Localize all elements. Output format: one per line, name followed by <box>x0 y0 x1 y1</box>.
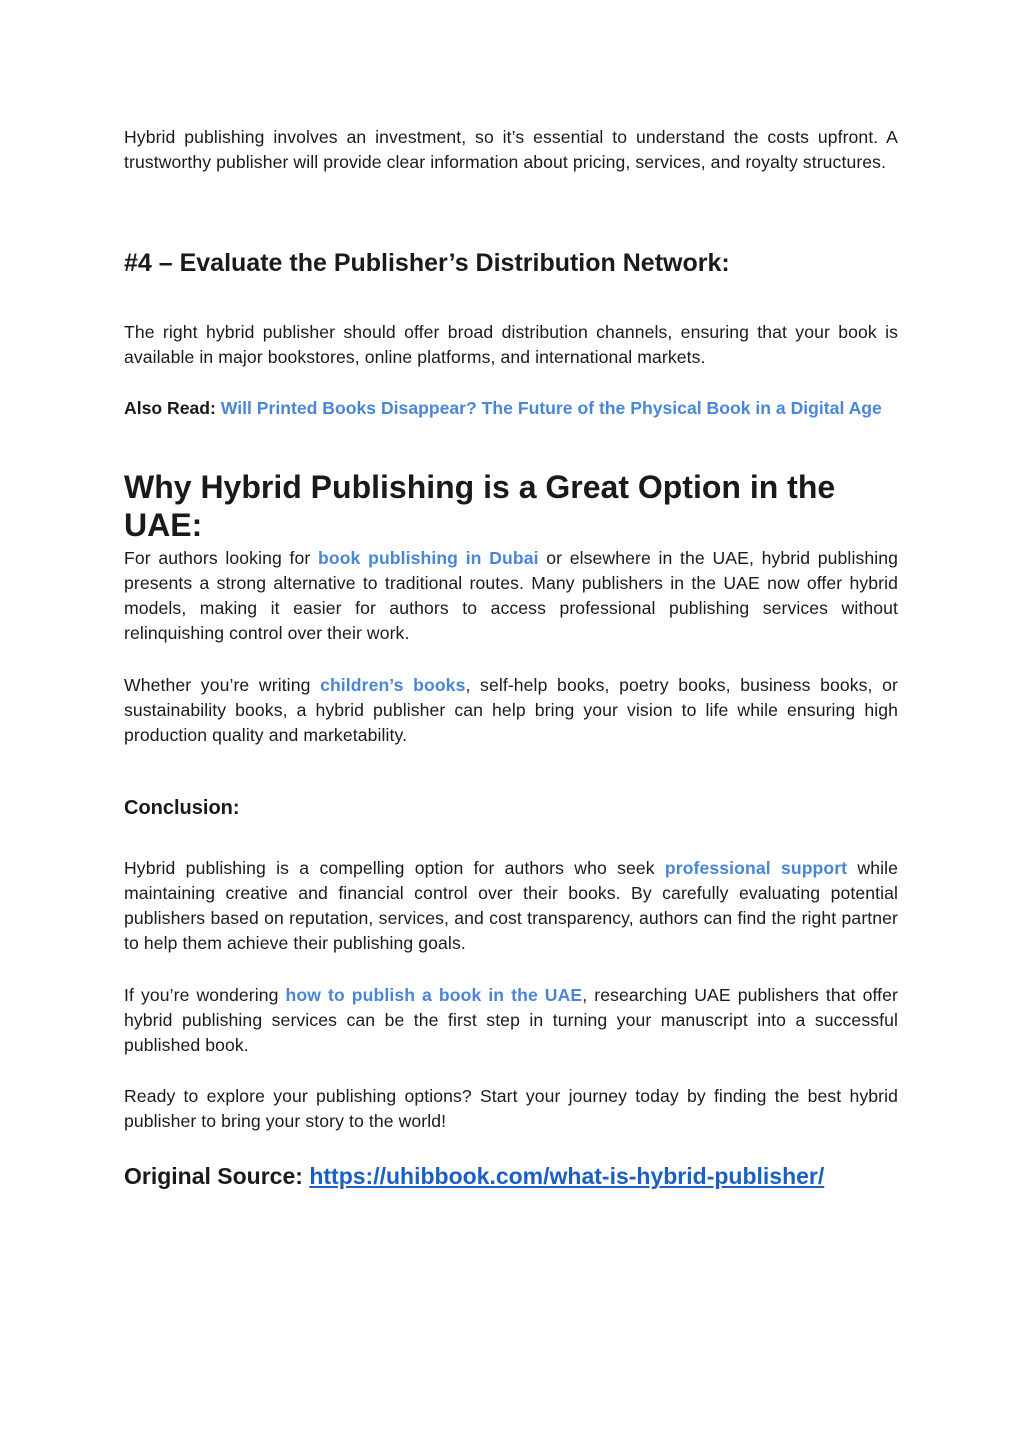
also-read-line <box>124 396 898 421</box>
why-uae-paragraph2-block <box>124 673 898 748</box>
intro-paragraph: Hybrid publishing involves an investment, so it’s essential to understand the costs upfront. A trustworthy publisher will provide clear information about pricing, services, and royalty structures. <box>124 127 898 172</box>
why-uae-heading-block <box>124 468 898 544</box>
why-uae-p1-before: For authors looking for <box>124 548 319 568</box>
why-uae-p2-before: Whether you’re writing <box>124 675 321 695</box>
conclusion-paragraph2-block <box>124 983 898 1058</box>
why-uae-p2-after: , self-help books, poetry books, business books, or sustainability books, a hybrid publisher can help bring your vision to life while ensuring high production quality and marketability. <box>124 675 898 745</box>
why-uae-paragraph2 <box>124 673 898 748</box>
how-to-publish-uae-link[interactable]: how to publish a book in the UAE <box>285 985 583 1005</box>
section4-heading: #4 – Evaluate the Publisher’s Distribution Network: <box>124 249 730 277</box>
section4-heading-block <box>124 248 898 278</box>
also-read-link[interactable]: Will Printed Books Disappear? The Future of the Physical Book in a Digital Age <box>220 398 882 418</box>
conclusion-paragraph3-block <box>124 1084 898 1134</box>
why-uae-heading: Why Hybrid Publishing is a Great Option in the UAE: <box>124 469 836 543</box>
why-uae-p1-after: or elsewhere in the UAE, hybrid publishing presents a strong alternative to traditional routes. Many publishers in the UAE now offer hybrid models, making it easier for authors to access professional publishing services without relinquishing control over their work. <box>124 548 899 643</box>
intro-paragraph-block <box>124 125 898 175</box>
section4-paragraph-block <box>124 320 898 370</box>
also-read-label: Also Read: <box>124 398 216 418</box>
professional-support-link[interactable]: professional support <box>664 858 848 878</box>
conclusion-p2-before: If you’re wondering <box>124 985 286 1005</box>
original-source-label: Original Source: <box>124 1163 303 1189</box>
conclusion-paragraph1 <box>124 856 898 956</box>
why-uae-paragraph1-block <box>124 546 898 646</box>
conclusion-paragraph3: Ready to explore your publishing options? Start your journey today by finding the best hybrid publisher to bring your story to the world! <box>124 1086 898 1131</box>
section4-paragraph: The right hybrid publisher should offer broad distribution channels, ensuring that your book is available in major bookstores, online platforms, and international markets. <box>124 322 898 367</box>
why-uae-paragraph1 <box>124 546 898 646</box>
original-source-block <box>124 1161 898 1191</box>
conclusion-paragraph1-block <box>124 856 898 956</box>
book-publishing-dubai-link[interactable]: book publishing in Dubai <box>318 548 539 568</box>
original-source-link[interactable]: https://uhibbook.com/what-is-hybrid-publisher/ <box>309 1163 825 1189</box>
conclusion-p2-after: , researching UAE publishers that offer hybrid publishing services can be the first step in turning your manuscript into a successful published book. <box>124 985 899 1055</box>
original-source-line <box>124 1161 898 1191</box>
conclusion-p1-after: while maintaining creative and financial control over their books. By carefully evaluating potential publishers based on reputation, services, and cost transparency, authors can find the right partner to help them achieve their publishing goals. <box>124 858 898 953</box>
conclusion-heading: Conclusion: <box>124 797 240 819</box>
conclusion-paragraph2 <box>124 983 898 1058</box>
also-read-block <box>124 396 898 421</box>
conclusion-p1-before: Hybrid publishing is a compelling option for authors who seek <box>124 858 665 878</box>
conclusion-heading-block <box>124 795 898 821</box>
childrens-books-link[interactable]: children’s books <box>320 675 466 695</box>
